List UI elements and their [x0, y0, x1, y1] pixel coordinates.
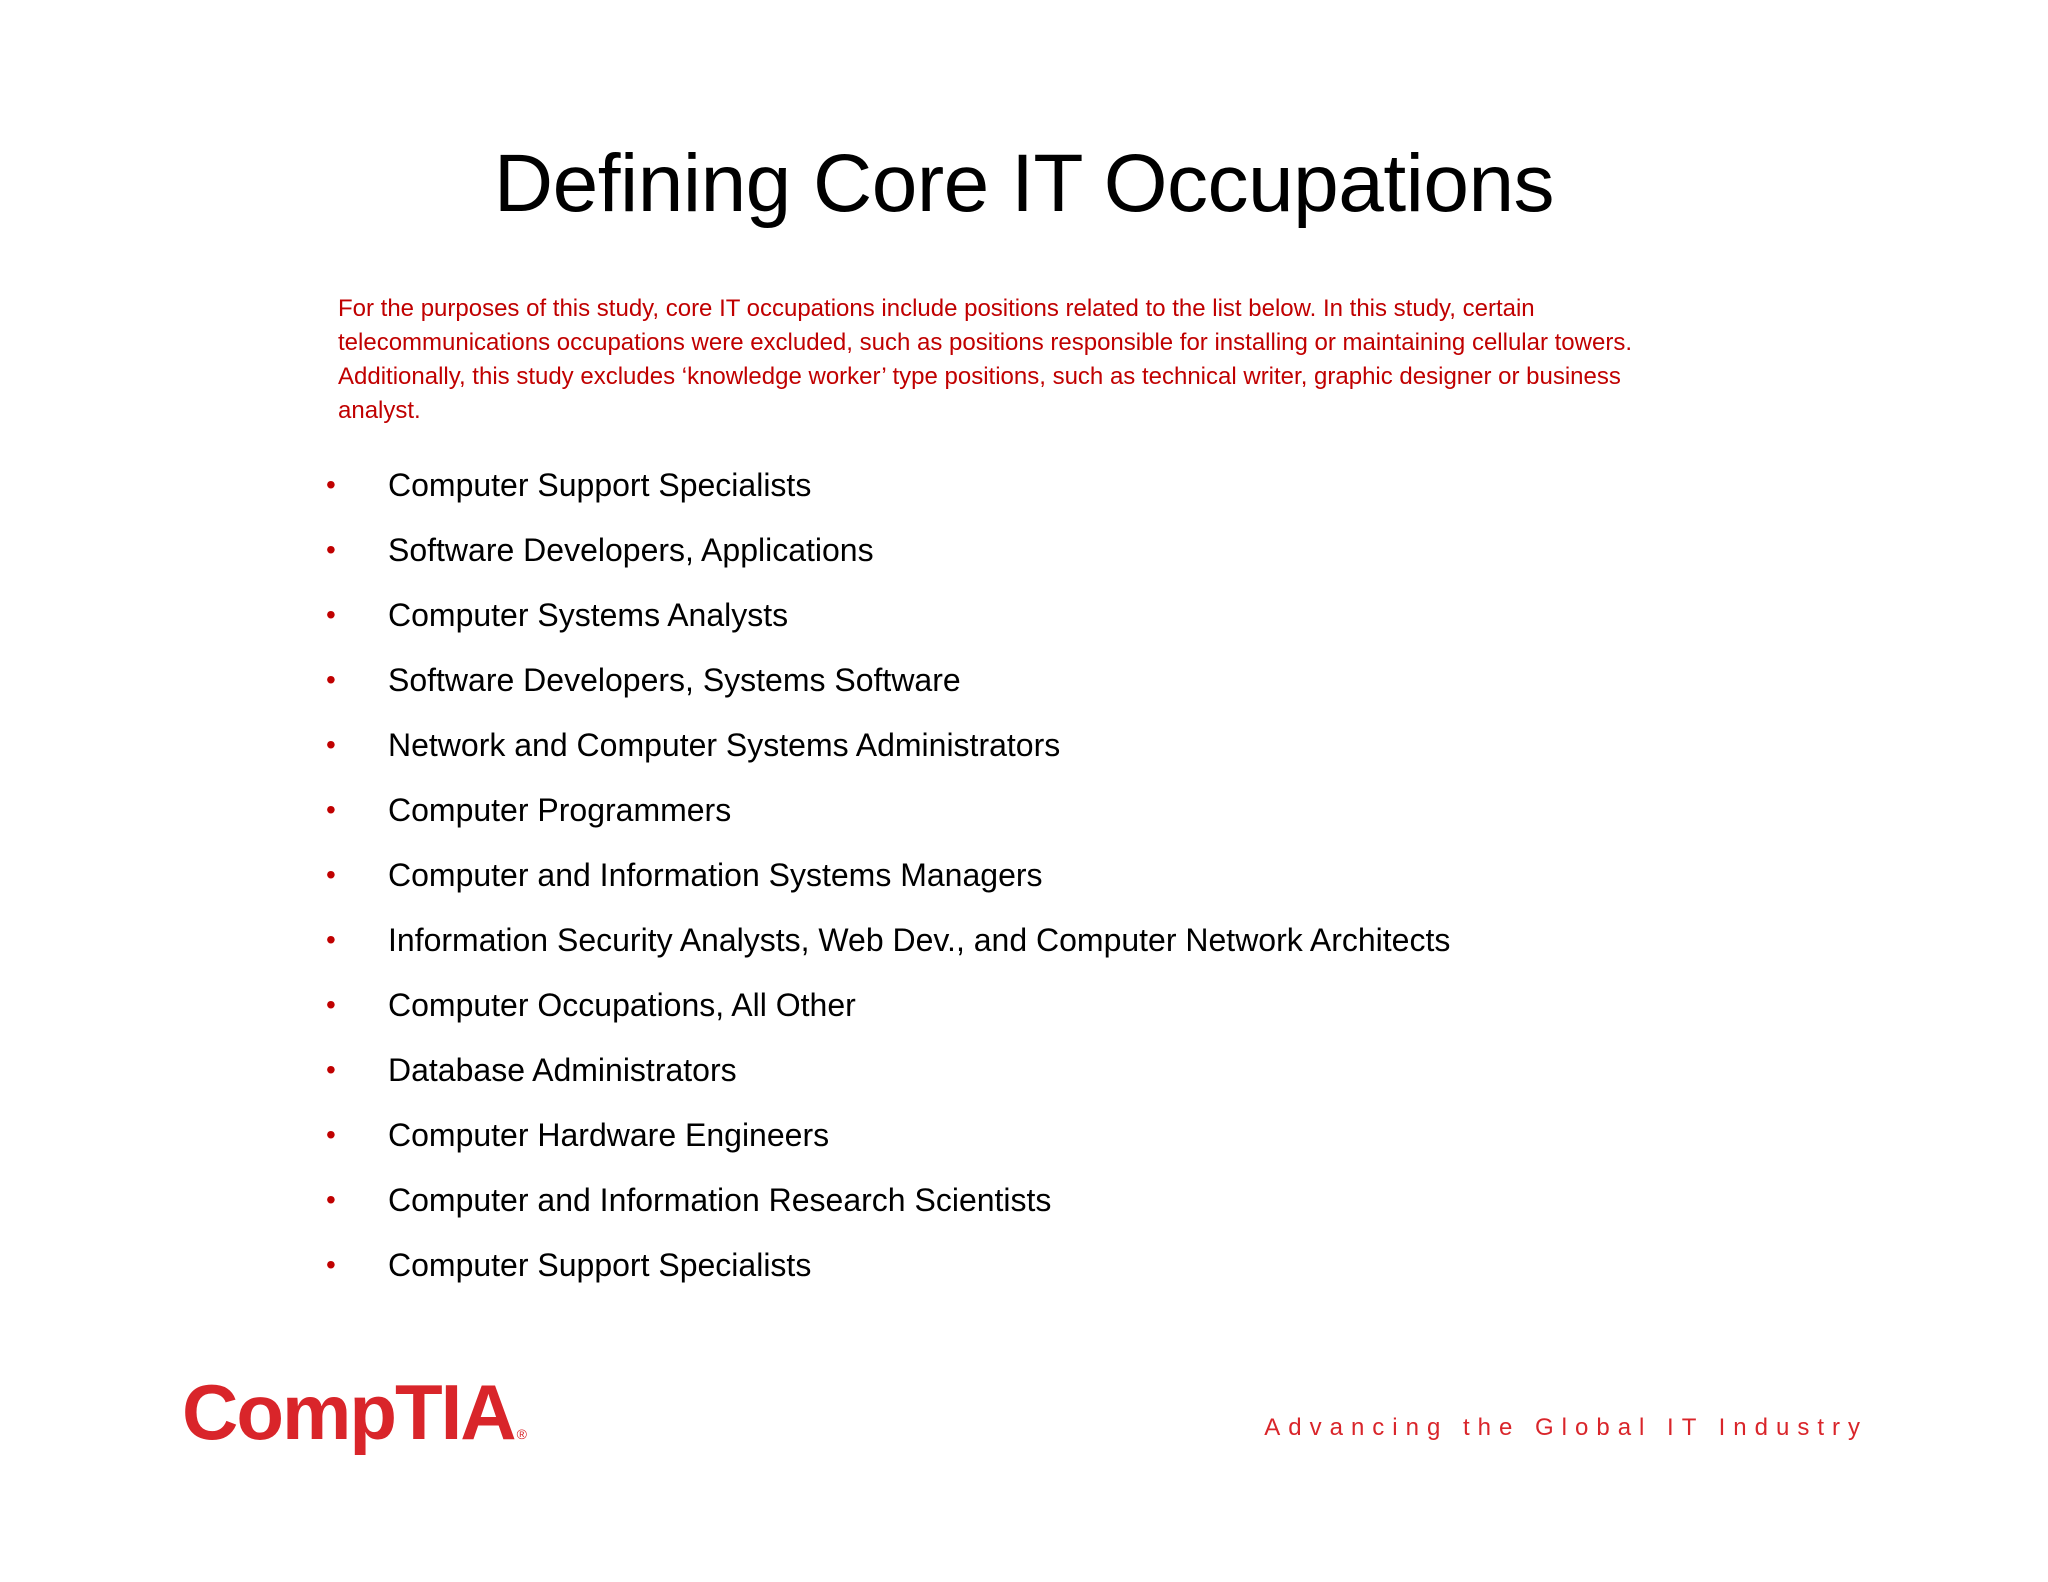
list-item: [326, 1173, 1726, 1238]
list-item-label: Computer Hardware Engineers: [388, 1117, 830, 1153]
list-item: [326, 653, 1726, 718]
bullet-icon: •: [326, 534, 336, 565]
list-item-label: Computer and Information Systems Managers: [388, 857, 1043, 893]
bullet-icon: •: [326, 469, 336, 500]
list-item: [326, 978, 1726, 1043]
comptia-logo: [182, 1368, 542, 1456]
list-item-label: Computer Support Specialists: [388, 467, 812, 503]
list-item: [326, 913, 1726, 978]
list-item: [326, 718, 1726, 783]
bullet-icon: •: [326, 729, 336, 760]
occupation-list: [326, 458, 1726, 1303]
list-item: [326, 1043, 1726, 1108]
list-item-label: Database Administrators: [388, 1052, 737, 1088]
list-item-label: Computer Systems Analysts: [388, 597, 789, 633]
list-item: [326, 1108, 1726, 1173]
list-item: [326, 1238, 1726, 1303]
logo-wordmark: CompTIA: [182, 1368, 515, 1456]
list-item: [326, 523, 1726, 588]
intro-paragraph: For the purposes of this study, core IT occupations include positions related to the list below. In this study, certain telecommunications occupations were excluded, such as positions responsible for installing or maintaining cellular towers. Additionally, this study excludes ‘knowledge worker’ type positions, such as technical writer, graphic designer or business analyst.: [338, 295, 1632, 424]
bullet-icon: •: [326, 1119, 336, 1150]
list-item: [326, 588, 1726, 653]
list-item-label: Software Developers, Applications: [388, 532, 874, 568]
list-item-label: Computer and Information Research Scientists: [388, 1182, 1052, 1218]
footer-tagline: Advancing the Global IT Industry: [1264, 1414, 1868, 1441]
bullet-icon: •: [326, 989, 336, 1020]
bullet-icon: •: [326, 859, 336, 890]
list-item-label: Information Security Analysts, Web Dev., and Computer Network Architects: [388, 922, 1451, 958]
registered-mark: ®: [516, 1426, 527, 1442]
list-item-label: Software Developers, Systems Software: [388, 662, 961, 698]
list-item-label: Computer Support Specialists: [388, 1247, 812, 1283]
bullet-icon: •: [326, 1249, 336, 1280]
list-item-label: Computer Occupations, All Other: [388, 987, 856, 1023]
bullet-icon: •: [326, 924, 336, 955]
list-item: [326, 848, 1726, 913]
list-item-label: Network and Computer Systems Administrators: [388, 727, 1061, 763]
list-item: [326, 783, 1726, 848]
bullet-icon: •: [326, 1184, 336, 1215]
list-item-label: Computer Programmers: [388, 792, 732, 828]
bullet-icon: •: [326, 794, 336, 825]
bullet-icon: •: [326, 664, 336, 695]
list-item: [326, 458, 1726, 523]
bullet-icon: •: [326, 1054, 336, 1085]
page-title: Defining Core IT Occupations: [493, 138, 1555, 229]
bullet-icon: •: [326, 599, 336, 630]
